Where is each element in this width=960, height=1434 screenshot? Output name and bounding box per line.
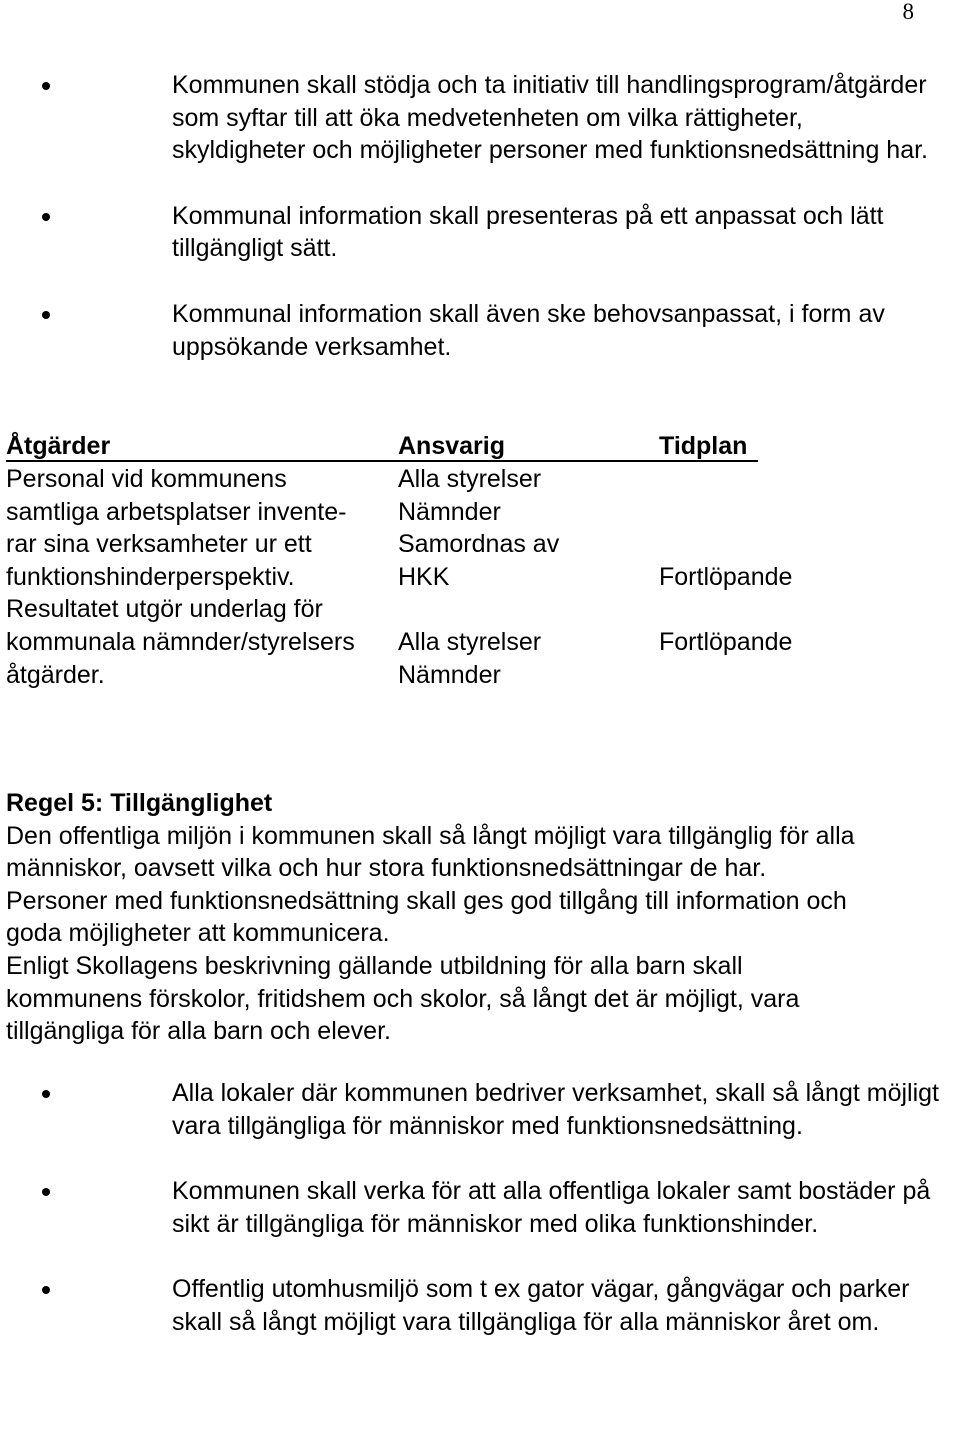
table-row: [6, 496, 946, 529]
cell-atgarder: Personal vid kommunens: [6, 465, 287, 493]
bullet-icon: [42, 1188, 50, 1196]
cell-ansvarig: Nämnder: [398, 660, 501, 689]
rule-text-line: Personer med funktionsnedsättning skall ges god tillgång till information och: [6, 886, 847, 915]
rule-text-line: goda möjligheter att kommunicera.: [6, 919, 390, 948]
cell-tidplan: Fortlöpande: [659, 627, 793, 656]
list-item-text: Kommunen skall verka för att alla offentliga lokaler samt bostäder på sikt är tillgängliga för människor med olika funktionshinder.: [172, 1177, 931, 1238]
list-item: [0, 1175, 960, 1240]
cell-atgarder: åtgärder.: [6, 660, 105, 689]
list-item-text: Alla lokaler där kommunen bedriver verksamhet, skall så långt möjligt vara tillgängliga för människor med funktionsnedsättning.: [172, 1079, 939, 1140]
list-item: [0, 1077, 960, 1142]
list-item: [0, 1273, 960, 1338]
header-underline: [6, 460, 758, 462]
header-ansvarig: Ansvarig: [398, 432, 505, 460]
rule-text-line: tillgängliga för alla barn och elever.: [6, 1017, 391, 1046]
bullet-list-accessibility: [0, 1077, 960, 1339]
bullet-icon: [42, 311, 50, 319]
cell-atgarder: samtliga arbetsplatser invente-: [6, 497, 347, 526]
header-tidplan: Tidplan: [659, 432, 748, 460]
cell-ansvarig: Samordnas av: [398, 530, 560, 559]
rule-text-line: Enligt Skollagens beskrivning gällande utbildning för alla barn skall: [6, 951, 743, 980]
list-item: [0, 200, 960, 265]
cell-atgarder: Resultatet utgör underlag för: [6, 595, 323, 624]
cell-ansvarig: HKK: [398, 562, 450, 591]
cell-atgarder: funktionshinderperspektiv.: [6, 562, 295, 591]
table-header: [6, 430, 946, 463]
page-number: 8: [902, 0, 914, 24]
bullet-icon: [42, 1286, 50, 1294]
bullet-icon: [42, 82, 50, 90]
table-row: [6, 528, 946, 561]
table-row: [6, 561, 946, 594]
cell-ansvarig: Alla styrelser: [398, 627, 542, 656]
table-row: [6, 626, 946, 659]
rule-text-line: kommunens förskolor, fritidshem och skolor, så långt det är möjligt, vara: [6, 984, 800, 1013]
table-row: [6, 463, 946, 496]
list-item-text: Kommunal information skall presenteras på ett anpassat och lätt tillgängligt sätt.: [172, 201, 884, 263]
cell-tidplan: Fortlöpande: [659, 562, 793, 591]
rule-section: [6, 787, 956, 1048]
bullet-icon: [42, 1090, 50, 1098]
bullet-icon: [42, 213, 50, 221]
list-item-text: Offentlig utomhusmiljö som t ex gator vägar, gångvägar och parker skall så långt möjligt vara tillgängliga för alla människor året om.: [172, 1275, 910, 1336]
rule-text-line: Den offentliga miljön i kommunen skall så långt möjligt vara tillgänglig för alla: [6, 821, 855, 850]
list-item: [0, 298, 960, 363]
list-item-text: Kommunen skall stödja och ta initiativ till handlingsprogram/åtgärder som syftar till att öka medvetenheten om vilka rättigheter, skyldigheter och möjligheter personer med funktionsnedsättning har.: [172, 71, 928, 165]
action-table: [6, 430, 946, 691]
table-row: [6, 593, 946, 626]
cell-ansvarig: Alla styrelser: [398, 465, 542, 493]
header-atgarder: Åtgärder: [6, 432, 111, 460]
cell-atgarder: rar sina verksamheter ur ett: [6, 530, 312, 559]
rule-title: Regel 5: Tillgänglighet: [6, 789, 273, 817]
list-item: [0, 69, 960, 167]
cell-atgarder: kommunala nämnder/styrelsers: [6, 627, 355, 656]
cell-ansvarig: Nämnder: [398, 497, 501, 526]
bullet-list-information: [0, 69, 960, 363]
rule-text-line: människor, oavsett vilka och hur stora funktionsnedsättningar de har.: [6, 854, 767, 883]
table-row: [6, 659, 946, 692]
list-item-text: Kommunal information skall även ske behovsanpassat, i form av uppsökande verksamhet.: [172, 299, 885, 361]
